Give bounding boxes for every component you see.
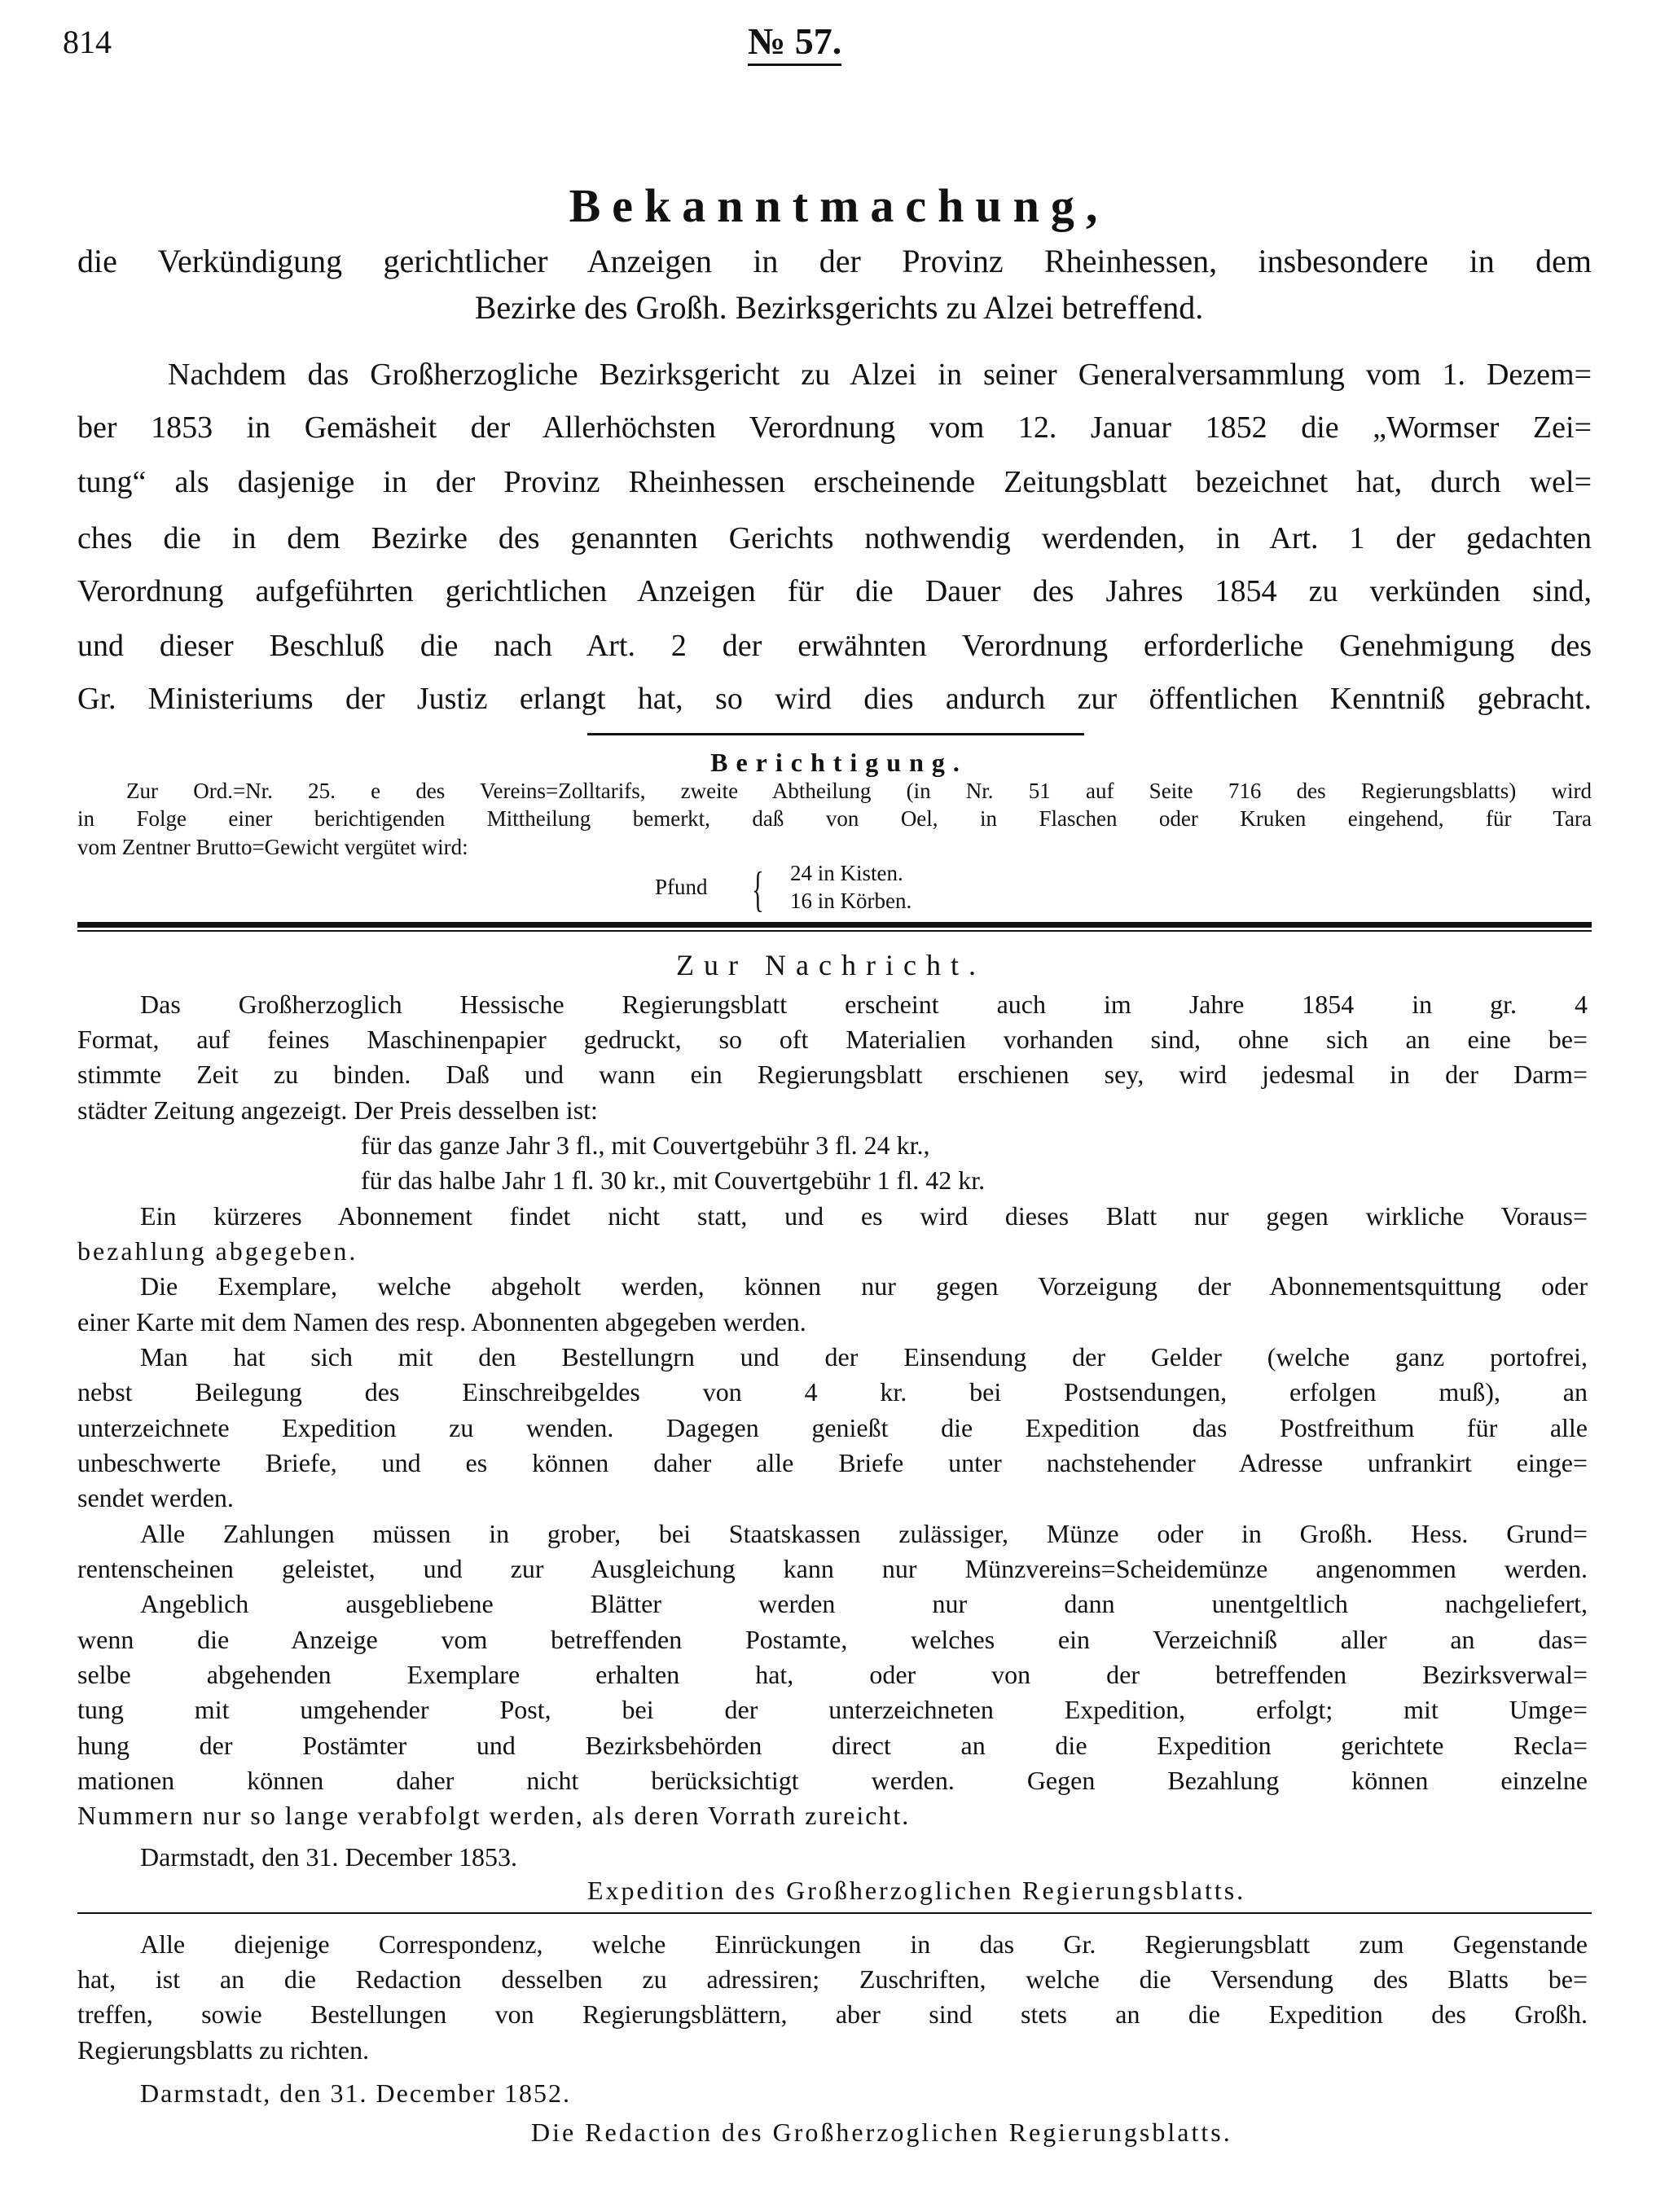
nachricht-line: Man hat sich mit den Bestellungrn und der Einsendung der Gelder (welche ganz portofrei,: [140, 1342, 1588, 1372]
brace-icon: {: [752, 862, 764, 916]
redaction-date: Darmstadt, den 31. December 1852.: [140, 2078, 571, 2108]
tara-item: 16 in Körben.: [790, 889, 912, 913]
berichtigung-heading: Berichtigung.: [710, 748, 968, 777]
nachricht-line: tung mit umgehender Post, bei der unterzeichneten Expedition, erfolgt; mit Umge=: [77, 1695, 1588, 1724]
nachricht-line: Alle Zahlungen müssen in grober, bei Staatskassen zulässiger, Münze oder in Großh. Hess. Grund=: [140, 1519, 1588, 1548]
paragraph-line: Verordnung aufgeführten gerichtlichen Anzeigen für die Dauer des Jahres 1854 zu verkünden sind,: [77, 574, 1592, 608]
nachricht-line: Ein kürzeres Abonnement findet nicht statt, und es wird dieses Blatt nur gegen wirkliche Voraus=: [140, 1201, 1588, 1231]
nachricht-line: städter Zeitung angezeigt. Der Preis desselben ist:: [77, 1095, 598, 1125]
redaction-line: hat, ist an die Redaction desselben zu adressiren; Zuschriften, welche die Versendung des Blatts be=: [77, 1964, 1588, 1994]
double-rule-thin: [77, 930, 1592, 932]
paragraph-line: tung“ als dasjenige in der Provinz Rheinhessen erscheinende Zeitungsblatt bezeichnet hat, durch wel=: [77, 465, 1592, 499]
nachricht-line: Das Großherzoglich Hessische Regierungsblatt erscheint auch im Jahre 1854 in gr. 4: [140, 990, 1588, 1019]
nachricht-line: unbeschwerte Briefe, und es können daher alle Briefe unter nachstehender Adresse unfrankirt einge=: [77, 1448, 1588, 1477]
page-number: 814: [63, 24, 112, 60]
nachricht-date: Darmstadt, den 31. December 1853.: [140, 1842, 517, 1872]
section-divider: [77, 1912, 1592, 1914]
berichtigung-line: in Folge einer berichtigenden Mittheilung bemerkt, daß von Oel, in Flaschen oder Kruken eingehend, für Tara: [77, 806, 1592, 831]
nachricht-line: selbe abgehenden Exemplare erhalten hat, oder von der betreffenden Bezirksverwal=: [77, 1660, 1588, 1689]
document-title: Bekanntmachung,: [569, 179, 1109, 232]
berichtigung-line: Zur Ord.=Nr. 25. e des Vereins=Zolltarifs, zweite Abtheilung (in Nr. 51 auf Seite 716 des Regierungsblatts) wird: [126, 779, 1592, 803]
nachricht-line: Nummern nur so lange verabfolgt werden, als deren Vorrath zureicht.: [77, 1801, 911, 1830]
nachricht-line: unterzeichnete Expedition zu wenden. Dagegen genießt die Expedition das Postfreithum für alle: [77, 1413, 1588, 1442]
subtitle-line: die Verkündigung gerichtlicher Anzeigen in der Provinz Rheinhessen, insbesondere in dem: [77, 243, 1592, 279]
unit-label: Pfund: [655, 875, 708, 899]
double-rule-thick: [77, 922, 1592, 928]
section-divider: [587, 733, 1084, 735]
nachricht-line: wenn die Anzeige vom betreffenden Postamte, welches ein Verzeichniß aller an das=: [77, 1625, 1588, 1654]
berichtigung-line: vom Zentner Brutto=Gewicht vergütet wird:: [77, 835, 468, 859]
nachricht-line: nebst Beilegung des Einschreibgeldes von 4 kr. bei Postsendungen, erfolgen muß), an: [77, 1377, 1588, 1407]
price-line: für das halbe Jahr 1 fl. 30 kr., mit Couvertgebühr 1 fl. 42 kr.: [361, 1165, 986, 1195]
paragraph-line: ber 1853 in Gemäsheit der Allerhöchsten Verordnung vom 12. Januar 1852 die „Wormser Zei=: [77, 410, 1592, 445]
tara-item: 24 in Kisten.: [790, 861, 903, 885]
paragraph-line: ches die in dem Bezirke des genannten Gerichts nothwendig werdenden, in Art. 1 der gedachten: [77, 521, 1592, 555]
redaction-signature: Die Redaction des Großherzoglichen Regierungsblatts.: [531, 2118, 1232, 2147]
issue-number: № 57.: [748, 23, 841, 66]
paragraph-line: Nachdem das Großherzogliche Bezirksgericht zu Alzei in seiner Generalversammlung vom 1. Dezem=: [168, 358, 1592, 392]
nachricht-line: Angeblich ausgebliebene Blätter werden nur dann unentgeltlich nachgeliefert,: [140, 1589, 1588, 1618]
redaction-line: Regierungsblatts zu richten.: [77, 2035, 370, 2065]
paragraph-line: Gr. Ministeriums der Justiz erlangt hat, so wird dies andurch zur öffentlichen Kenntniß gebracht.: [77, 682, 1592, 716]
nachricht-line: hung der Postämter und Bezirksbehörden direct an die Expedition gerichtete Recla=: [77, 1731, 1588, 1760]
nachricht-line: bezahlung abgegeben.: [77, 1236, 358, 1266]
nachricht-line: mationen können daher nicht berücksichtigt werden. Gegen Bezahlung können einzelne: [77, 1766, 1588, 1795]
subtitle-line: Bezirke des Großh. Bezirksgerichts zu Alzei betreffend.: [474, 289, 1204, 326]
paragraph-line: und dieser Beschluß die nach Art. 2 der erwähnten Verordnung erforderliche Genehmigung des: [77, 629, 1592, 663]
nachricht-line: stimmte Zeit zu binden. Daß und wann ein Regierungsblatt erschienen sey, wird jedesmal in der Darm=: [77, 1060, 1588, 1089]
redaction-line: Alle diejenige Correspondenz, welche Einrückungen in das Gr. Regierungsblatt zum Gegenstande: [140, 1929, 1588, 1959]
price-line: für das ganze Jahr 3 fl., mit Couvertgebühr 3 fl. 24 kr.,: [361, 1130, 930, 1160]
nachricht-line: einer Karte mit dem Namen des resp. Abonnenten abgegeben werden.: [77, 1307, 806, 1336]
nachricht-heading: Zur Nachricht.: [676, 949, 986, 981]
redaction-line: treffen, sowie Bestellungen von Regierungsblättern, aber sind stets an die Expedition des Großh.: [77, 1999, 1588, 2029]
nachricht-line: Die Exemplare, welche abgeholt werden, können nur gegen Vorzeigung der Abonnementsquittung oder: [140, 1271, 1588, 1301]
nachricht-line: Format, auf feines Maschinenpapier gedruckt, so oft Materialien vorhanden sind, ohne sich an eine be=: [77, 1025, 1588, 1054]
nachricht-line: sendet werden.: [77, 1483, 234, 1512]
nachricht-line: rentenscheinen geleistet, und zur Ausgleichung kann nur Münzvereins=Scheidemünze angenommen werden.: [77, 1554, 1588, 1583]
nachricht-signature: Expedition des Großherzoglichen Regierungsblatts.: [587, 1876, 1246, 1905]
